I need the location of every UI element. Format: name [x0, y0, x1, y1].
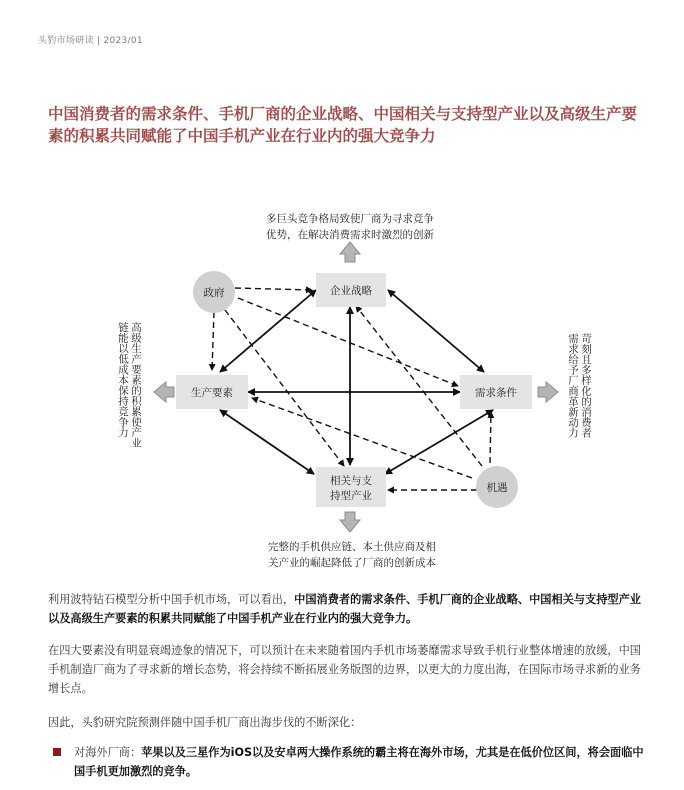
- right-note-line-2: 需求给予厂商革新动力: [567, 333, 579, 438]
- factors-label: 生产要素: [191, 387, 233, 399]
- related-label-2: 持型产业: [330, 490, 372, 502]
- node-strategy: [316, 273, 386, 307]
- paragraph-1-bold: 中国消费者的需求条件、手机厂商的企业战略、中国相关与支持型产业以及高级生产要素的积累共同赋能了中国手机产业在行业内的强大竞争力。: [48, 593, 641, 625]
- down-arrow: [340, 512, 360, 532]
- dashed-arrows: [212, 288, 491, 490]
- bottom-note-line-2: 关产业的崛起降低了厂商的创新成本: [268, 557, 436, 569]
- node-chance: [476, 466, 518, 508]
- node-related: [316, 467, 386, 507]
- top-note-line-1: 多巨头竞争格局致使厂商为寻求竞争: [266, 213, 434, 225]
- solid-arrows: [220, 290, 493, 474]
- right-note: [566, 333, 592, 438]
- paragraph-2: 在四大要素没有明显衰竭迹象的情况下，可以预计在未来随着国内手机市场萎靡需求导致手机行业整体增速的放缓，中国手机制造厂商为了寻求新的增长态势，将会持续不断拓展业务版图的边界，以更大的力度出海，在国际市场寻求新的业务增长点。: [48, 644, 641, 695]
- paragraph-1-plain: 利用波特钻石模型分析中国手机市场，可以看出，: [48, 593, 295, 606]
- bullet-bold: 苹果以及三星作为iOS以及安卓两大操作系统的霸主将在海外市场，尤其是在低价位区间，将会面临中国手机更加激烈的竞争。: [74, 746, 644, 778]
- demand-label: 需求条件: [475, 387, 517, 399]
- paragraph-1: [48, 590, 648, 628]
- chance-label: 机遇: [486, 482, 508, 494]
- right-arrow: [538, 382, 558, 402]
- related-label-1: 相关与支: [330, 475, 372, 487]
- left-note-line-1: 高级生产要素的积累使产业: [130, 322, 142, 448]
- node-demand: [460, 375, 532, 409]
- right-note-line-1: 苛刻且多样化的消费者: [580, 333, 592, 438]
- page-title: 中国消费者的需求条件、手机厂商的企业战略、中国相关与支持型产业以及高级生产要素的积累共同赋能了中国手机产业在行业内的强大竞争力: [48, 105, 638, 145]
- bottom-note-line-1: 完整的手机供应链、本土供应商及相: [268, 541, 436, 553]
- left-note: [116, 322, 142, 448]
- bullet-marker: [53, 748, 61, 756]
- top-note-line-2: 优势，在解决消费需求时激烈的创新: [266, 229, 434, 241]
- page-header: 头豹市场研读 | 2023/01: [38, 36, 143, 46]
- bullet-item: [74, 743, 648, 781]
- government-label: 政府: [203, 287, 225, 299]
- node-government: [193, 271, 235, 313]
- node-factors: [176, 375, 248, 409]
- paragraph-3: 因此，头豹研究院预测伴随中国手机厂商出海步伐的不断深化：: [48, 716, 362, 729]
- left-arrow: [154, 382, 174, 402]
- strategy-label: 企业战略: [330, 285, 372, 297]
- up-arrow: [340, 242, 360, 262]
- bullet-plain: 对海外厂商：: [74, 746, 142, 759]
- left-note-line-2: 链能以低成本保持竞争力: [117, 322, 129, 438]
